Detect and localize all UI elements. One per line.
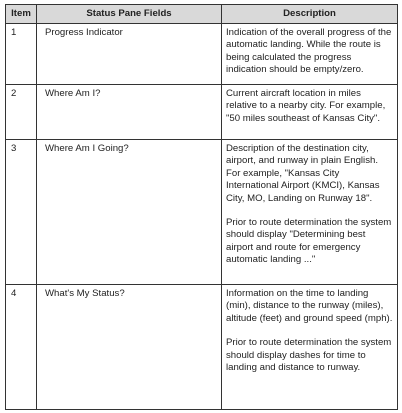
field-name: Where Am I? (37, 85, 222, 140)
table-row (6, 285, 398, 410)
field-name: What's My Status? (37, 285, 222, 410)
description-paragraph: Description of the destination city, airport, and runway in plain English. For example, "Kansas City International Airport (KMCI), Kansas City, MO, Landing on Runway 18". (226, 143, 380, 204)
field-name: Progress Indicator (37, 24, 222, 85)
field-name: Where Am I Going? (37, 140, 222, 285)
header-description: Description (222, 5, 398, 24)
description-paragraph: Current aircraft location in miles relative to a nearby city. For example, "50 miles southeast of Kansas City". (226, 88, 386, 124)
table-row (6, 140, 398, 285)
field-description (222, 140, 398, 285)
field-description (222, 24, 398, 85)
item-number: 1 (6, 24, 37, 85)
field-description (222, 285, 398, 410)
table-row (6, 24, 398, 85)
table-row (6, 85, 398, 140)
header-row (6, 5, 398, 24)
item-number: 4 (6, 285, 37, 410)
description-paragraph: Information on the time to landing (min), distance to the runway (miles), altitude (feet) and ground speed (mph). (226, 288, 393, 324)
item-number: 2 (6, 85, 37, 140)
item-number: 3 (6, 140, 37, 285)
header-item: Item (6, 5, 37, 24)
status-pane-table (5, 4, 398, 410)
description-paragraph: Prior to route determination the system should display "Determining best airport and route for emergency automatic landing ..." (226, 217, 392, 266)
description-paragraph: Prior to route determination the system should display dashes for time to landing and distance to runway. (226, 337, 392, 374)
header-fields: Status Pane Fields (37, 5, 222, 24)
field-description (222, 85, 398, 140)
description-paragraph: Indication of the overall progress of the automatic landing. While the route is being calculated the progress indication should be empty/zero. (226, 27, 392, 76)
